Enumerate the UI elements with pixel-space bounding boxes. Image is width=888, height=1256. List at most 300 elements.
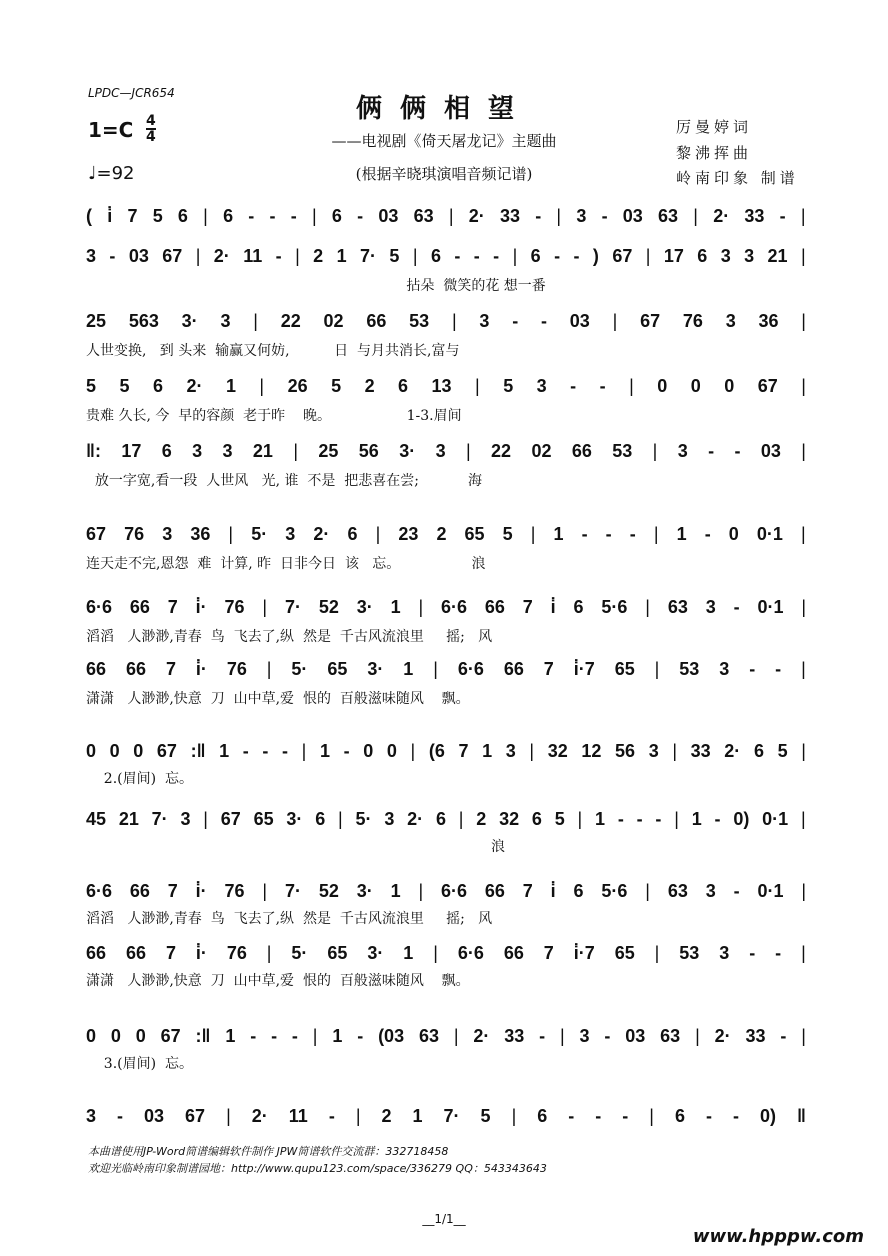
note: 21: [118, 808, 139, 829]
note: 3: [180, 808, 191, 829]
barline: |: [654, 658, 660, 679]
note: 63: [667, 596, 688, 617]
note: -: [357, 205, 364, 226]
note: 6: [161, 440, 172, 461]
lyricist: 厉曼婷词: [676, 118, 753, 136]
note: 2·: [468, 205, 485, 226]
note: 5: [389, 245, 400, 266]
notation-row: [86, 243, 806, 269]
note: 1: [553, 523, 564, 544]
note: 23: [398, 523, 419, 544]
barline: |: [801, 596, 806, 617]
note: 3: [719, 658, 730, 679]
note: 63: [418, 1025, 439, 1046]
note: 1: [595, 808, 606, 829]
note: 1: [319, 740, 330, 761]
barline: |: [560, 1025, 565, 1046]
note: 0: [386, 740, 397, 761]
note: 0: [728, 523, 739, 544]
time-bottom: 4: [146, 129, 156, 145]
note: 17: [663, 245, 684, 266]
note: 6: [573, 596, 584, 617]
note: -: [749, 942, 756, 963]
note: -: [636, 808, 643, 829]
note: 66: [125, 942, 146, 963]
barline: |: [465, 440, 471, 461]
note: -: [780, 1025, 787, 1046]
barline: |: [801, 740, 806, 761]
note: 03: [569, 310, 590, 331]
barline: |: [529, 740, 535, 761]
note: 0: [363, 740, 374, 761]
note: 02: [323, 310, 344, 331]
note: 36: [190, 523, 211, 544]
note: 3: [705, 880, 716, 901]
note: -: [622, 1105, 629, 1126]
barline: |: [266, 942, 272, 963]
note: 1: [336, 245, 347, 266]
barline: |: [375, 523, 381, 544]
subtitle: ——电视剧《倚天屠龙记》主题曲: [331, 132, 557, 150]
composer: 黎沸挥曲: [676, 144, 753, 162]
note: 6: [573, 880, 584, 901]
note: 5: [152, 205, 163, 226]
note: 0: [86, 1025, 97, 1046]
barline: ‖: [796, 1105, 806, 1126]
note: 03: [760, 440, 781, 461]
note: 2: [436, 523, 447, 544]
note: -: [617, 808, 624, 829]
note: 0: [86, 740, 97, 761]
note: 3: [86, 1105, 97, 1126]
note: i̇·: [195, 880, 207, 901]
note: 66: [125, 658, 146, 679]
note: -: [581, 523, 588, 544]
note: 7: [522, 596, 533, 617]
notation-row: [86, 1023, 806, 1049]
note: 3: [720, 245, 731, 266]
note: i̇: [550, 880, 556, 901]
note: 2·: [724, 740, 741, 761]
note: 6: [430, 245, 441, 266]
barline: |: [645, 880, 650, 901]
note: 03: [144, 1105, 165, 1126]
notation-row: [86, 308, 806, 334]
barline: |: [203, 808, 208, 829]
note: -: [290, 205, 297, 226]
transcriber: 岭南印象 制谱: [676, 169, 799, 187]
note: 6: [347, 523, 358, 544]
barline: |: [801, 310, 806, 331]
barline: |: [645, 596, 650, 617]
note: -: [733, 880, 740, 901]
note: 3: [86, 245, 97, 266]
note: 6: [177, 205, 188, 226]
notation-row: [86, 438, 806, 464]
note: -: [250, 1025, 257, 1046]
barline: |: [653, 523, 659, 544]
note: -: [604, 1025, 611, 1046]
note: 0: [690, 375, 701, 396]
lyrics-row: 贵难 久长, 今 早的容颜 老于昨 晚。 1-3.眉间: [86, 408, 462, 424]
note: 6: [531, 808, 542, 829]
note: 7: [165, 942, 176, 963]
note: 63: [658, 205, 679, 226]
barline: |: [801, 880, 806, 901]
note: -: [605, 523, 612, 544]
note: -: [708, 440, 715, 461]
note: 2·: [407, 808, 424, 829]
note: -: [454, 245, 461, 266]
note: -: [629, 523, 636, 544]
note: 7·: [151, 808, 168, 829]
note: 76: [226, 942, 247, 963]
note: 03: [625, 1025, 646, 1046]
note: 6: [530, 245, 541, 266]
note: -: [248, 205, 255, 226]
note: i̇·: [195, 942, 207, 963]
note: 3: [744, 245, 755, 266]
note: -: [749, 658, 756, 679]
note: 22: [491, 440, 512, 461]
note: 1: [403, 942, 414, 963]
note: -: [705, 1105, 712, 1126]
note: -: [512, 310, 519, 331]
note: i̇·: [195, 658, 207, 679]
footer-line-1: 本曲谱使用JP-Word简谱编辑软件制作 JPW简谱软件交流群：332718458: [88, 1145, 449, 1158]
note: 3: [435, 440, 446, 461]
note: -: [775, 658, 782, 679]
note: -: [343, 740, 350, 761]
note: 65: [464, 523, 485, 544]
note: -: [714, 808, 721, 829]
barline: |: [556, 205, 562, 226]
note: 12: [581, 740, 602, 761]
barline: |: [418, 596, 424, 617]
note: 7: [165, 658, 176, 679]
note: 5·: [251, 523, 268, 544]
note: 03: [622, 205, 643, 226]
note: 66: [129, 880, 150, 901]
barline: |: [800, 205, 806, 226]
notation-row: [86, 373, 806, 399]
note: 3: [677, 440, 688, 461]
barline: |: [800, 808, 806, 829]
note: 563: [128, 310, 159, 331]
note: 2·: [714, 1025, 731, 1046]
note: -: [601, 205, 608, 226]
note: 0·1: [762, 808, 789, 829]
note: 67: [156, 740, 177, 761]
barline: |: [433, 658, 438, 679]
barline: |: [262, 596, 268, 617]
note: 6·6: [457, 942, 484, 963]
barline: |: [645, 245, 651, 266]
note: 6: [435, 808, 446, 829]
note: 76: [224, 596, 245, 617]
note: 5: [554, 808, 565, 829]
note: 65: [614, 658, 635, 679]
note: 6: [753, 740, 764, 761]
note: 2·: [213, 245, 230, 266]
note: 7·: [284, 880, 301, 901]
note: 67: [162, 245, 183, 266]
note: -: [539, 1025, 546, 1046]
note: 3: [705, 596, 716, 617]
note: -: [242, 740, 249, 761]
note: 2: [364, 375, 375, 396]
barline: |: [312, 1025, 318, 1046]
note: -: [291, 1025, 298, 1046]
note: 7·: [360, 245, 377, 266]
page-number: __1/1__: [422, 1212, 466, 1226]
note: -: [733, 596, 740, 617]
note: 3: [222, 440, 233, 461]
note: -: [271, 1025, 278, 1046]
key-signature: 1=C: [88, 118, 134, 142]
barline: |: [451, 310, 457, 331]
note: 1: [403, 658, 414, 679]
note: -: [570, 375, 577, 396]
note: 33: [499, 205, 520, 226]
note: 1: [691, 808, 702, 829]
note: (03: [378, 1025, 405, 1046]
note: 21: [767, 245, 788, 266]
note: 65: [253, 808, 274, 829]
note: 66: [484, 880, 505, 901]
note: 6: [398, 375, 409, 396]
note: 5·6: [601, 880, 628, 901]
footer-line-2: 欢迎光临岭南印象制谱园地：http://www.qupu123.com/space/336279 QQ：543343643: [88, 1162, 547, 1175]
note: -: [554, 245, 561, 266]
note: -: [117, 1105, 124, 1126]
lyrics-row: 潇潇 人渺渺,快意 刀 山中草,爱 恨的 百般滋味随风 飘。: [86, 973, 470, 989]
note: 66: [503, 942, 524, 963]
note: 7·: [443, 1105, 460, 1126]
note: 21: [252, 440, 273, 461]
barline: |: [259, 375, 265, 396]
barline: |: [801, 375, 806, 396]
barline: |: [674, 808, 679, 829]
note: 2: [313, 245, 324, 266]
note: 53: [409, 310, 430, 331]
barline: |: [355, 1105, 361, 1126]
note: -: [732, 1105, 739, 1126]
note: 2: [381, 1105, 392, 1126]
note: 03: [378, 205, 399, 226]
note: 1: [482, 740, 493, 761]
note: 76: [226, 658, 247, 679]
note: 0): [733, 808, 750, 829]
note: 33: [744, 205, 765, 226]
note: 22: [280, 310, 301, 331]
note: 5: [480, 1105, 491, 1126]
note: -: [275, 245, 282, 266]
note: 3·: [356, 880, 373, 901]
lyrics-row: 连天走不完,恩怨 难 计算, 昨 日非今日 该 忘。 浪: [86, 556, 486, 572]
barline: ‖:: [86, 440, 101, 461]
note: 67: [220, 808, 241, 829]
notation-row: [86, 940, 806, 966]
note: 52: [318, 596, 339, 617]
note: 6: [331, 205, 342, 226]
note: 02: [531, 440, 552, 461]
note: 66: [571, 440, 592, 461]
note: 65: [327, 658, 348, 679]
barline: |: [458, 808, 464, 829]
note: 7·: [284, 596, 301, 617]
barline: |: [577, 808, 583, 829]
note: 3·: [181, 310, 198, 331]
notation-row: [86, 1103, 806, 1129]
note: 25: [86, 310, 107, 331]
note: 3: [725, 310, 736, 331]
note: 67: [86, 523, 107, 544]
barline: |: [228, 523, 234, 544]
note: 0: [110, 1025, 121, 1046]
barline: |: [649, 1105, 654, 1126]
note: 3: [579, 1025, 590, 1046]
note: i̇: [107, 205, 113, 226]
notation-row: [86, 806, 806, 832]
barline: |: [293, 440, 298, 461]
note: 3: [220, 310, 231, 331]
notation-row: [86, 878, 806, 904]
note: 63: [660, 1025, 681, 1046]
barline: |: [262, 880, 268, 901]
lyrics-row: 人世变换, 到 头来 输赢又何妨, 日 与月共消长,富与: [86, 343, 460, 359]
lyrics-row: 拈朵 微笑的花 想一番: [86, 278, 546, 294]
note: 2·: [713, 205, 730, 226]
note: 45: [86, 808, 107, 829]
note: 66: [86, 942, 107, 963]
note: -: [269, 205, 276, 226]
note: 1: [390, 596, 401, 617]
notation-row: [86, 738, 806, 764]
barline: |: [801, 1025, 806, 1046]
note: 0·1: [757, 880, 784, 901]
notation-row: [86, 594, 806, 620]
note: 6: [152, 375, 163, 396]
note: 3: [479, 310, 490, 331]
barline: |: [266, 658, 272, 679]
note: 5: [503, 375, 514, 396]
note: i̇·7: [573, 658, 595, 679]
note: 3·: [356, 596, 373, 617]
note: 6: [674, 1105, 685, 1126]
note: 65: [327, 942, 348, 963]
note: -: [357, 1025, 364, 1046]
note: -: [655, 808, 662, 829]
barline: |: [629, 375, 634, 396]
notation-row: [86, 656, 806, 682]
note: 17: [121, 440, 142, 461]
barline: |: [801, 658, 806, 679]
time-top: 4: [146, 113, 156, 129]
note: 11: [288, 1105, 308, 1126]
watermark: www.hpppw.com: [692, 1226, 864, 1247]
note: -: [541, 310, 547, 331]
note: 0: [657, 375, 668, 396]
note: 6: [315, 808, 326, 829]
note: 6: [697, 245, 708, 266]
note: 66: [366, 310, 387, 331]
barline: |: [512, 245, 518, 266]
note: 5·6: [601, 596, 628, 617]
lyrics-row: 浪: [86, 839, 505, 855]
barline: |: [253, 310, 258, 331]
note: -: [328, 1105, 335, 1126]
note: 65: [614, 942, 635, 963]
barline: |: [453, 1025, 459, 1046]
barline: |: [475, 375, 480, 396]
lyrics-row: 2.(眉间) 忘。: [86, 771, 193, 787]
barline: |: [338, 808, 343, 829]
note: 6: [537, 1105, 548, 1126]
note: -: [535, 205, 542, 226]
note: -: [779, 205, 786, 226]
barline: |: [800, 245, 806, 266]
note: 13: [431, 375, 452, 396]
note: -: [493, 245, 500, 266]
note: 2·: [251, 1105, 268, 1126]
note: 36: [758, 310, 779, 331]
note: -: [473, 245, 480, 266]
note: 3: [648, 740, 659, 761]
note: 3: [285, 523, 296, 544]
note: 67: [160, 1025, 181, 1046]
note: 53: [612, 440, 633, 461]
note: i̇: [550, 596, 556, 617]
barline: :‖: [190, 740, 206, 761]
note: 3: [162, 523, 173, 544]
note: 3: [536, 375, 547, 396]
note: 2·: [313, 523, 330, 544]
barline: |: [448, 205, 454, 226]
barline: |: [801, 440, 806, 461]
note: 1: [332, 1025, 343, 1046]
barline: |: [511, 1105, 517, 1126]
note: 3: [384, 808, 395, 829]
note: i̇·: [195, 596, 207, 617]
barline: :‖: [195, 1025, 211, 1046]
note: 7: [522, 880, 533, 901]
tempo: ♩=92: [88, 163, 135, 184]
notation-row: [86, 521, 806, 547]
lyrics-row: 滔滔 人渺渺,青春 鸟 飞去了,纵 然是 千古风流浪里 摇; 风: [86, 911, 493, 927]
note: 3·: [367, 658, 384, 679]
note: 56: [358, 440, 379, 461]
barline: |: [612, 310, 618, 331]
note: 6·6: [441, 880, 468, 901]
barline: |: [433, 942, 438, 963]
note: 76: [224, 880, 245, 901]
note: 5: [86, 375, 97, 396]
note: 2·: [186, 375, 203, 396]
note: 67: [640, 310, 661, 331]
note: -: [109, 245, 116, 266]
note: 5: [777, 740, 788, 761]
note: 66: [503, 658, 524, 679]
note: 5·: [291, 942, 308, 963]
note: 1: [225, 1025, 236, 1046]
note: 3·: [399, 440, 416, 461]
barline: |: [195, 245, 201, 266]
note: 7: [167, 596, 178, 617]
barline: |: [226, 1105, 231, 1126]
note: 5·: [355, 808, 372, 829]
note: 53: [679, 658, 700, 679]
